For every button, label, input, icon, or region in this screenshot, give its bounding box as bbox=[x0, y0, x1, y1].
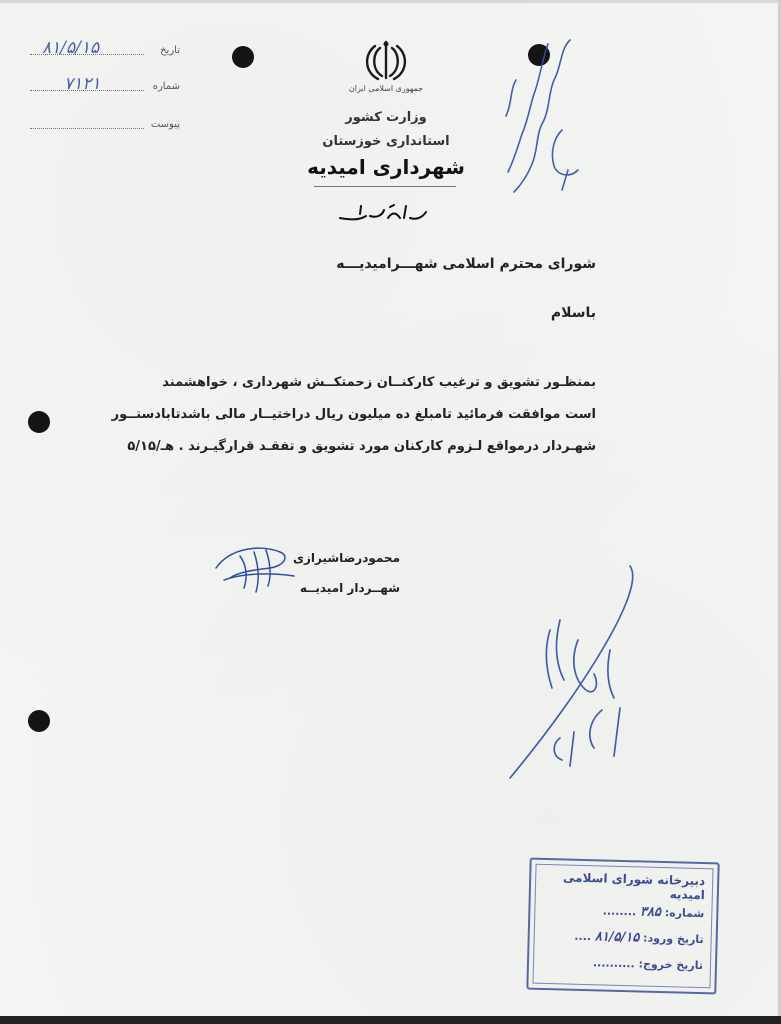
receipt-stamp bbox=[526, 858, 719, 995]
stamp-exit-date-label: تاریخ خروج: bbox=[638, 957, 704, 973]
signer-title: شهــردار امیدیــه bbox=[299, 581, 400, 595]
date-label: تاریخ bbox=[160, 45, 180, 56]
emblem-caption: جمهوری اسلامی ایران bbox=[348, 84, 424, 93]
number-field bbox=[30, 74, 180, 94]
punch-hole-icon bbox=[232, 46, 254, 68]
handwritten-note-top bbox=[450, 20, 590, 210]
signer-name: محمودرضاشیرازی bbox=[293, 551, 400, 565]
number-label: شماره bbox=[152, 81, 180, 92]
stamp-number-label: شماره: bbox=[664, 906, 705, 921]
scan-border-bottom bbox=[0, 1016, 781, 1024]
letter-body-line: بمنظـور تشویق و ترغیب کارکنــان زحمتکــش شهرداری ، خواهشمند bbox=[162, 375, 596, 390]
date-value: ۸۱/۵/۱۵ bbox=[42, 38, 100, 58]
letter-recipient: شورای محترم اسلامی شهـــرامیدیـــه bbox=[336, 256, 596, 272]
stamp-number-dots: ........ bbox=[602, 904, 637, 919]
stamp-number-value: ۳۸۵ bbox=[639, 904, 662, 920]
stamp-entry-date-value: ۸۱/۵/۱۵ bbox=[594, 929, 640, 946]
municipality-name: شهرداری امیدیه bbox=[307, 155, 465, 179]
punch-hole-icon bbox=[28, 411, 50, 433]
page-edge-top bbox=[0, 0, 781, 3]
number-value: ۷۱۲۱ bbox=[64, 74, 101, 94]
letter-body-line: شهـردار درمواقع لـزوم کارکنان مورد تشویق و تفقـد قرارگیـرند . هـ/۵/۱۵ bbox=[127, 439, 596, 454]
basmala-calligraphy bbox=[330, 200, 440, 224]
stamp-entry-date-dots: .... bbox=[574, 929, 592, 944]
stamp-entry-date-label: تاریخ ورود: bbox=[642, 931, 704, 947]
attachment-dotted-line bbox=[30, 128, 144, 129]
iran-emblem-icon bbox=[358, 38, 414, 88]
attachment-label: پیوست bbox=[150, 119, 180, 130]
ministry-name: وزارت کشور bbox=[345, 110, 427, 125]
governorate-name: استانداری خوزستان bbox=[322, 134, 450, 149]
date-field bbox=[30, 38, 180, 58]
header-divider bbox=[314, 186, 456, 187]
letter-greeting: باسلام bbox=[550, 305, 596, 321]
punch-hole-icon bbox=[28, 710, 50, 732]
handwritten-note-bottom bbox=[490, 560, 670, 790]
stamp-exit-date-dots: .......... bbox=[592, 956, 635, 971]
attachment-field bbox=[30, 112, 180, 132]
letter-body-line: است موافقت فرمائید تامبلغ ده میلیون ریال دراختیــار مالی باشدتابادستــور bbox=[111, 407, 596, 422]
stamp-title: دبیرخانه شورای اسلامی امیدیه bbox=[562, 870, 706, 903]
